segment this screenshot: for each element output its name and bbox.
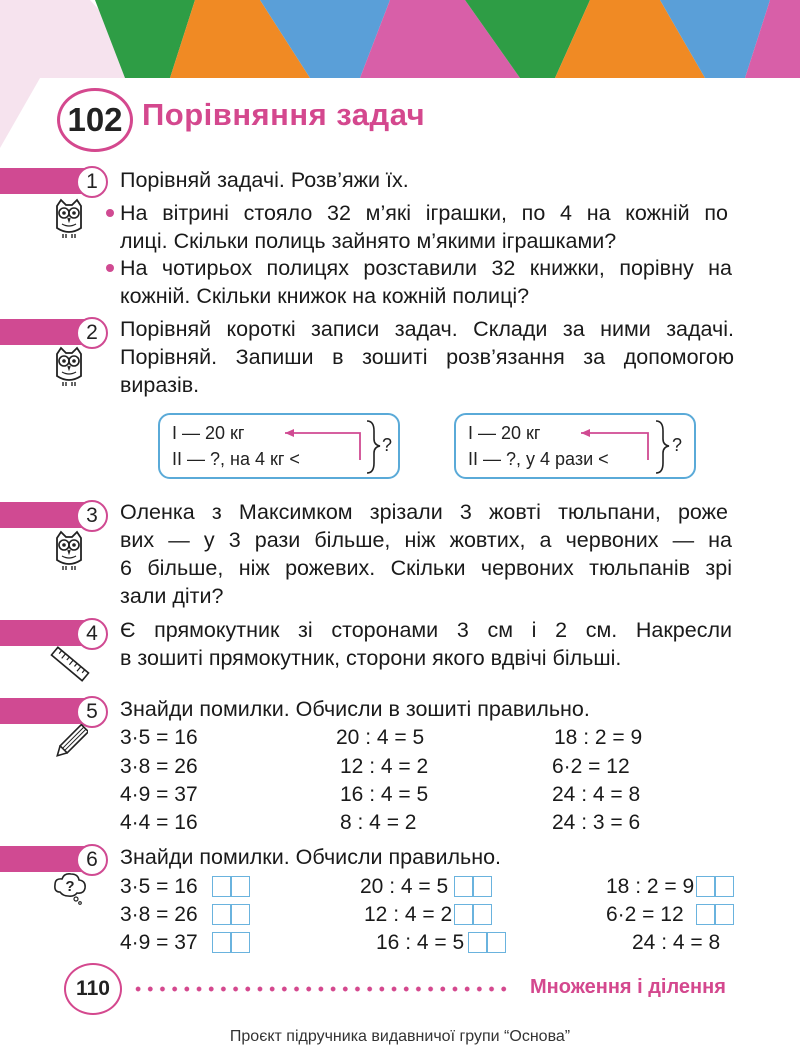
task-5-eq: 8 : 4 = 2 [340, 811, 417, 834]
page-number: 110 [64, 963, 122, 1015]
task-5-eq: 6·2 = 12 [552, 755, 630, 778]
task-6-eq: 24 : 4 = 8 [632, 931, 721, 954]
task-5-eq: 18 : 2 = 9 [554, 726, 643, 749]
task-4-number: 4 [76, 618, 108, 650]
note-2-question: ? [672, 435, 683, 455]
note-2-arrow [456, 415, 694, 477]
task-2-line-1: Порівняй короткі записи задач. Склади за ними задачі. [120, 317, 734, 341]
owl-icon [52, 198, 86, 240]
task-1-item-1-line-2: лиці. Скільки полиць зайнято м’якими іграшками? [120, 229, 617, 253]
answer-boxes[interactable] [454, 904, 492, 925]
task-6-eq: 3·5 = 16 [120, 875, 198, 898]
task-6-eq: 18 : 2 = 9 [606, 875, 695, 898]
task-2-line-2: Порівняй. Запиши в зошиті розв’язання за допомогою [120, 345, 734, 369]
task-6-intro: Знайди помилки. Обчисли правильно. [120, 845, 502, 869]
answer-boxes[interactable] [696, 876, 734, 897]
note-1-line-2: ІІ — ?, на 4 кг < [172, 449, 300, 469]
answer-boxes[interactable] [212, 904, 250, 925]
task-6-eq: 3·8 = 26 [120, 903, 198, 926]
task-5-intro: Знайди помилки. Обчисли в зошиті правильно. [120, 697, 590, 721]
dotted-divider [132, 986, 510, 992]
top-decorative-banner [0, 0, 800, 78]
task-5-eq: 12 : 4 = 2 [340, 755, 429, 778]
answer-boxes[interactable] [696, 904, 734, 925]
question-cloud-icon [52, 870, 88, 906]
publisher-credit: Проєкт підручника видавничої групи “Основа” [229, 1028, 571, 1045]
note-2-line-2: ІІ — ?, у 4 рази < [468, 449, 609, 469]
note-1-line-1: І — 20 кг [172, 423, 245, 443]
task-1-number: 1 [76, 166, 108, 198]
task-1-intro: Порівняй задачі. Розв’яжи їх. [120, 168, 409, 192]
task-5-eq: 20 : 4 = 5 [336, 726, 425, 749]
note-1-arrow [160, 415, 398, 477]
task-6-eq: 16 : 4 = 5 [376, 931, 465, 954]
answer-boxes[interactable] [212, 932, 250, 953]
ruler-icon [50, 646, 90, 682]
task-3-line-2: вих — у 3 рази більше, ніж жовтих, а червоних — на [120, 528, 732, 552]
task-3-line-3: 6 більше, ніж рожевих. Скільки червоних тюльпанів зрі [120, 556, 732, 580]
answer-boxes[interactable] [468, 932, 506, 953]
bullet [106, 209, 114, 217]
task-5-eq: 16 : 4 = 5 [340, 783, 429, 806]
task-5-eq: 4·9 = 37 [120, 783, 198, 806]
svg-text:?: ? [65, 878, 75, 895]
task-5-eq: 24 : 4 = 8 [552, 783, 641, 806]
task-5-eq: 3·8 = 26 [120, 755, 198, 778]
task-1-item-2-line-2: кожній. Скільки книжок на кожній полиці? [120, 284, 530, 308]
task-6-eq: 6·2 = 12 [606, 903, 684, 926]
note-1-question: ? [382, 435, 393, 455]
task-6-eq: 12 : 4 = 2 [364, 903, 453, 926]
lesson-number: 102 [57, 88, 133, 152]
task-3-line-4: зали діти? [120, 584, 224, 608]
pencil-icon [52, 724, 88, 762]
task-3-number: 3 [76, 500, 108, 532]
bullet [106, 264, 114, 272]
task-6-number: 6 [76, 844, 108, 876]
task-1-item-2-line-1: На чотирьох полицях розставили 32 книжки, порівну на [120, 256, 732, 280]
task-3-line-1: Оленка з Максимком зрізали 3 жовті тюльпани, роже [120, 500, 728, 524]
answer-boxes[interactable] [454, 876, 492, 897]
task-2-line-3: виразів. [120, 373, 200, 397]
lesson-title: Порівняння задач [142, 97, 426, 132]
task-5-eq: 4·4 = 16 [120, 811, 198, 834]
task-6-eq: 4·9 = 37 [120, 931, 198, 954]
task-2-number: 2 [76, 317, 108, 349]
task-5-eq: 3·5 = 16 [120, 726, 198, 749]
owl-icon [52, 346, 86, 388]
section-title: Множення і ділення [530, 976, 726, 998]
short-note-1 [158, 413, 400, 479]
answer-boxes[interactable] [212, 876, 250, 897]
task-5-eq: 24 : 3 = 6 [552, 811, 641, 834]
task-6-eq: 20 : 4 = 5 [360, 875, 449, 898]
task-5-number: 5 [76, 696, 108, 728]
task-4-line-1: Є прямокутник зі сторонами 3 см і 2 см. Накресли [120, 618, 732, 642]
note-2-line-1: І — 20 кг [468, 423, 541, 443]
task-1-item-1-line-1: На вітрині стояло 32 м’які іграшки, по 4 на кожній по [120, 201, 728, 225]
owl-icon [52, 530, 86, 572]
short-note-2 [454, 413, 696, 479]
task-4-line-2: в зошиті прямокутник, сторони якого вдвічі більші. [120, 646, 622, 670]
